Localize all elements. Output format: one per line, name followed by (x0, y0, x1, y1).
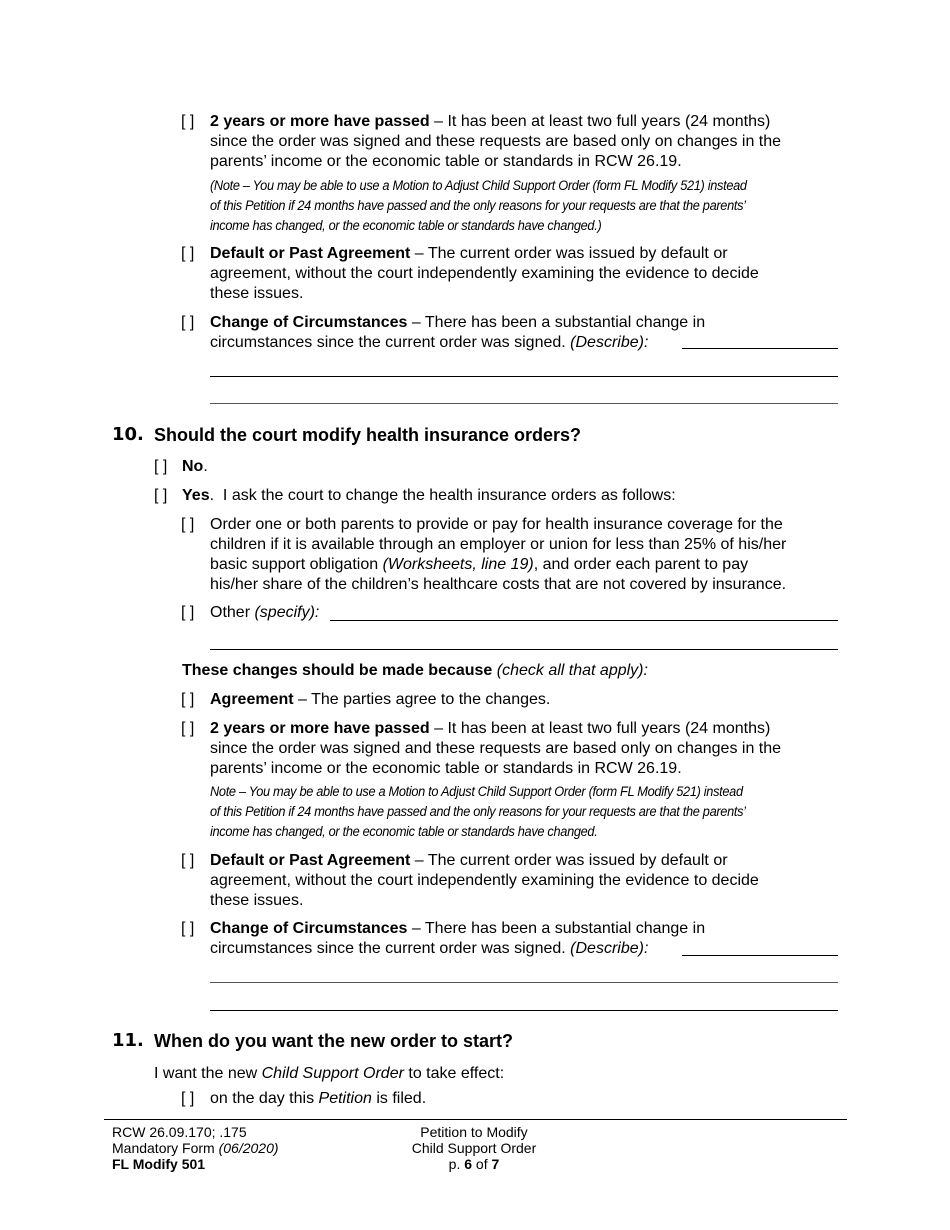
page-indicator: p. 6 of 7 (448, 1156, 500, 1172)
option-text: Default or Past Agreement – The current order was issued by default or (210, 852, 728, 869)
option-text: 2 years or more have passed – It has been at least two full years (24 months) (210, 113, 771, 130)
footer-rule (104, 1119, 847, 1120)
note-text: income has changed, or the economic table or standards have changed.) (210, 218, 602, 234)
option-text: since the order was signed and these requests are based only on changes in the (210, 740, 782, 757)
option-text: Other (specify): (210, 604, 320, 621)
checkbox-default[interactable]: [ ] (181, 852, 195, 869)
option-text: Change of Circumstances – There has been a substantial change in (210, 314, 706, 331)
describe-blank[interactable] (210, 403, 838, 404)
option-text: these issues. (210, 892, 304, 909)
note-text: income has changed, or the economic table or standards have changed. (210, 824, 598, 840)
describe-blank[interactable] (210, 376, 838, 377)
option-text: parents’ income or the economic table or standards in RCW 26.19. (210, 760, 682, 777)
option-text: parents’ income or the economic table or standards in RCW 26.19. (210, 153, 682, 170)
intro-text: I want the new Child Support Order to take effect: (154, 1065, 505, 1082)
checkbox-filed[interactable]: [ ] (181, 1090, 195, 1107)
note-text: Note – You may be able to use a Motion to Adjust Child Support Order (form FL Modify 521) instead (210, 784, 743, 800)
note-text: (Note – You may be able to use a Motion to Adjust Child Support Order (form FL Modify 521) instead (210, 178, 747, 194)
checkbox-yes[interactable]: [ ] (154, 487, 168, 504)
option-text: these issues. (210, 285, 304, 302)
checkbox-agreement[interactable]: [ ] (181, 691, 195, 708)
note-text: of this Petition if 24 months have passed and the only reasons for your requests are that the parents’ (210, 198, 746, 214)
note-text: of this Petition if 24 months have passed and the only reasons for your requests are that the parents’ (210, 804, 746, 820)
describe-blank[interactable] (210, 1010, 838, 1011)
option-text: Default or Past Agreement – The current order was issued by default or (210, 245, 728, 262)
option-text: basic support obligation (Worksheets, line 19), and order each parent to pay (210, 556, 749, 573)
option-text: Change of Circumstances – There has been a substantial change in (210, 920, 706, 937)
checkbox-change[interactable]: [ ] (181, 314, 195, 331)
option-text: on the day this Petition is filed. (210, 1090, 427, 1107)
footer-form-id: FL Modify 501 (112, 1156, 206, 1172)
footer-doc-title: Petition to Modify (420, 1124, 528, 1140)
option-text: since the order was signed and these requests are based only on changes in the (210, 133, 782, 150)
option-text: children if it is available through an employer or union for less than 25% of his/her (210, 536, 787, 553)
checkbox-other[interactable]: [ ] (181, 604, 195, 621)
describe-blank[interactable] (210, 982, 838, 983)
option-text: agreement, without the court independently examining the evidence to decide (210, 265, 759, 282)
option-text: No. (182, 458, 208, 475)
option-text: agreement, without the court independently examining the evidence to decide (210, 872, 759, 889)
footer-form-status: Mandatory Form (06/2020) (112, 1140, 279, 1156)
checkbox-2years[interactable]: [ ] (181, 113, 195, 130)
option-text: circumstances since the current order was signed. (Describe): (210, 940, 649, 957)
section-number: 11. (112, 1030, 144, 1051)
checkbox-no[interactable]: [ ] (154, 458, 168, 475)
section-number: 10. (112, 424, 144, 445)
option-text: 2 years or more have passed – It has been at least two full years (24 months) (210, 720, 771, 737)
option-text: his/her share of the children’s healthcare costs that are not covered by insurance. (210, 576, 787, 593)
option-text: Yes. I ask the court to change the health insurance orders as follows: (182, 487, 676, 504)
option-text: Order one or both parents to provide or pay for health insurance coverage for the (210, 516, 783, 533)
specify-blank[interactable] (330, 620, 838, 621)
option-text: Agreement – The parties agree to the changes. (210, 691, 551, 708)
describe-blank[interactable] (682, 955, 838, 956)
checkbox-change[interactable]: [ ] (181, 920, 195, 937)
option-text: circumstances since the current order was signed. (Describe): (210, 334, 649, 351)
footer-doc-title: Child Support Order (411, 1140, 537, 1156)
footer-statute: RCW 26.09.170; .175 (112, 1124, 247, 1140)
checkbox-default[interactable]: [ ] (181, 245, 195, 262)
reason-heading: These changes should be made because (check all that apply): (182, 662, 648, 679)
specify-blank[interactable] (210, 649, 838, 650)
describe-blank[interactable] (682, 348, 838, 349)
checkbox-2years[interactable]: [ ] (181, 720, 195, 737)
section-title: Should the court modify health insurance orders? (154, 425, 582, 445)
section-title: When do you want the new order to start? (154, 1031, 514, 1051)
checkbox-order[interactable]: [ ] (181, 516, 195, 533)
